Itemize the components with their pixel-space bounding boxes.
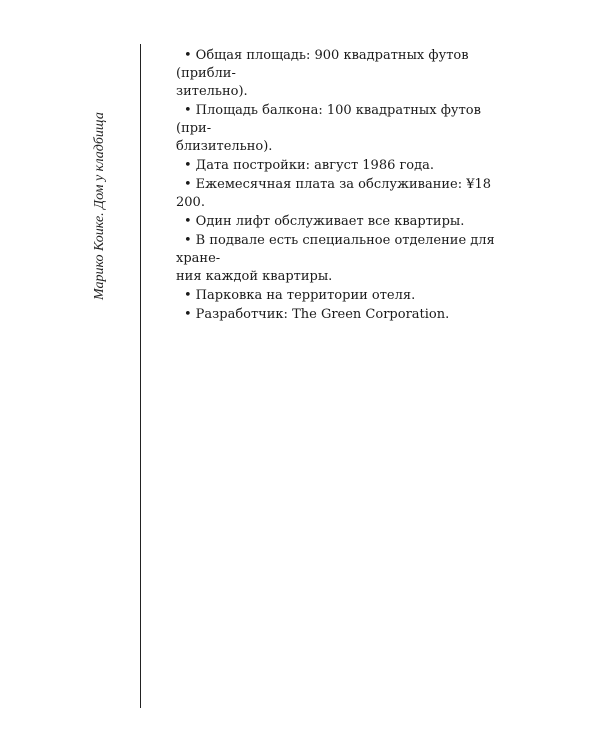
margin-rule bbox=[140, 44, 141, 708]
list-item bbox=[176, 176, 512, 212]
list-item bbox=[176, 287, 512, 305]
item-text: Разработчик: The Green Corporation. bbox=[195, 307, 450, 322]
running-header: Марико Коике. Дом у кладбища bbox=[92, 112, 107, 300]
item-text-line2: зительно). bbox=[176, 84, 248, 99]
item-text-line1: В подвале есть специальное отделение для хране- bbox=[176, 233, 495, 266]
bullet-icon: • bbox=[184, 288, 192, 303]
bullet-icon: • bbox=[184, 214, 192, 229]
item-text: Дата постройки: август 1986 года. bbox=[195, 158, 435, 173]
item-text-line2: ния каждой квартиры. bbox=[176, 269, 333, 284]
bullet-icon: • bbox=[184, 177, 192, 192]
item-text: Один лифт обслуживает все квартиры. bbox=[195, 214, 465, 229]
list-item bbox=[176, 102, 512, 156]
apartment-details-list bbox=[176, 47, 512, 324]
bullet-icon: • bbox=[184, 103, 192, 118]
bullet-icon: • bbox=[184, 307, 192, 322]
list-item bbox=[176, 213, 512, 231]
item-text: Парковка на территории отеля. bbox=[195, 288, 416, 303]
item-text-line1: Площадь балкона: 100 квадратных футов (при- bbox=[176, 103, 481, 136]
list-item bbox=[176, 47, 512, 101]
list-item bbox=[176, 232, 512, 286]
list-item bbox=[176, 306, 512, 324]
item-text-line2: близительно). bbox=[176, 139, 273, 154]
list-item bbox=[176, 157, 512, 175]
bullet-icon: • bbox=[184, 233, 192, 248]
bullet-icon: • bbox=[184, 158, 192, 173]
item-text: Ежемесячная плата за обслуживание: ¥18 200. bbox=[176, 177, 492, 210]
item-text-line1: Общая площадь: 900 квадратных футов (прибли- bbox=[176, 48, 469, 81]
bullet-icon: • bbox=[184, 48, 192, 63]
